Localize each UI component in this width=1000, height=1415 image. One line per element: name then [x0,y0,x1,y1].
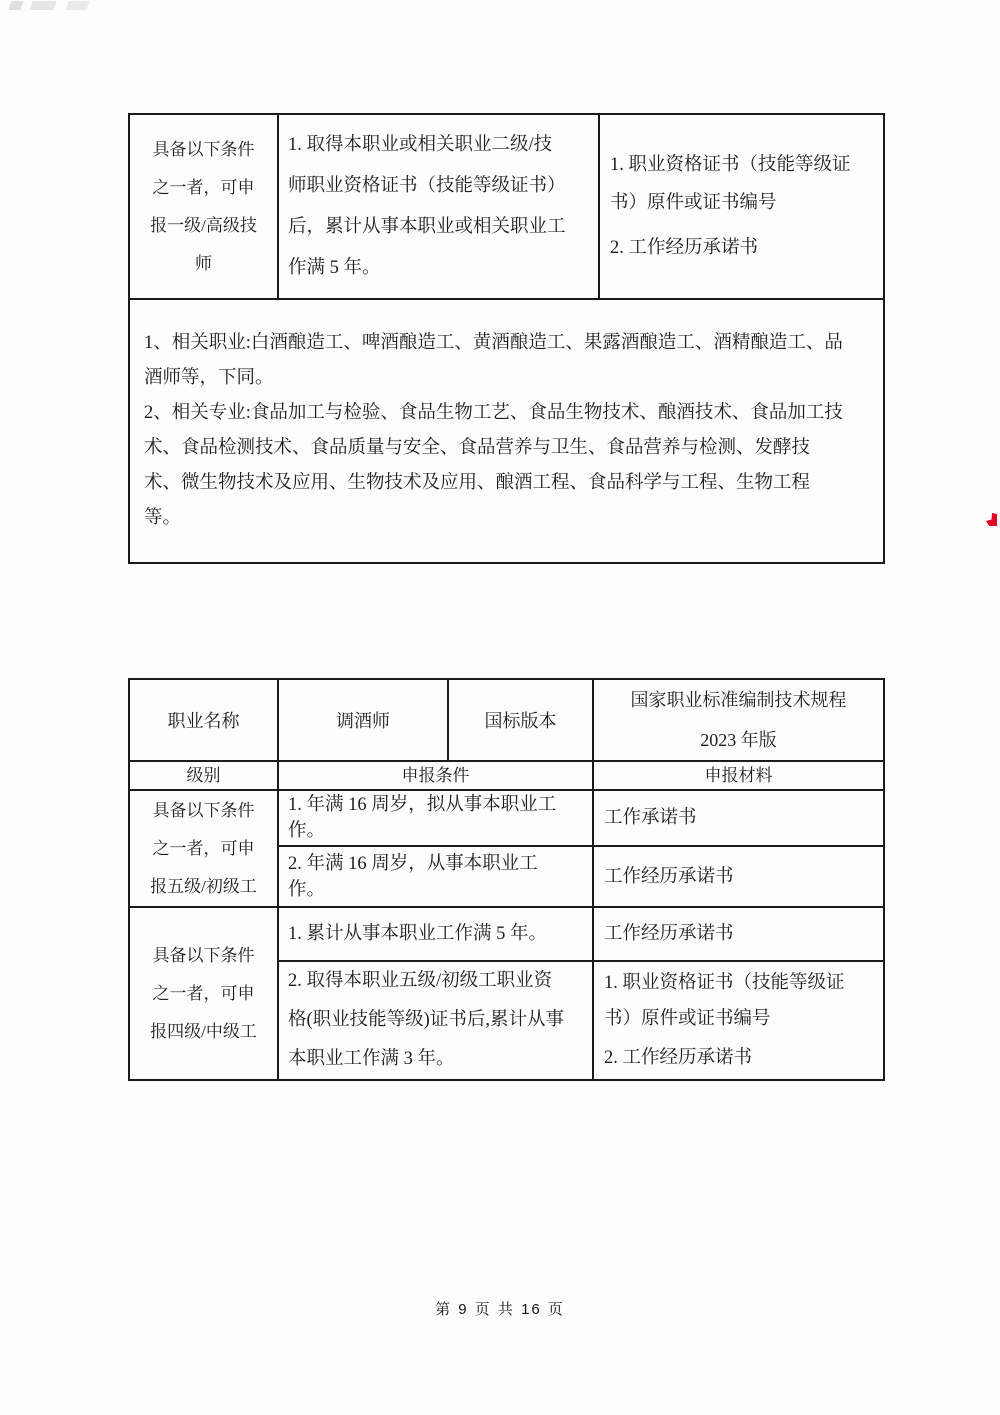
materials-cell [593,961,884,1080]
column-header-materials: 申报材料 [593,761,884,790]
note-related-majors: 2、相关专业:食品加工与检验、食品生物工艺、食品生物技术、酿酒技术、食品加工技术、食品检测技术、食品质量与安全、食品营养与卫生、食品营养与检测、发酵技术、微生物技术及应用、生物技术及应用、酿酒工程、食品科学与工程、生物工程等。 [144,403,843,528]
bartender-occupation-table [128,678,885,1081]
standard-version-line2: 2023 年版 [700,730,777,750]
table-header-row [129,679,884,761]
condition-text: 1. 年满 16 周岁，拟从事本职业工作。 [288,795,557,841]
notes-cell [129,299,884,563]
table-row [129,790,884,846]
table-row [129,114,884,299]
materials-cell [593,846,884,907]
condition-cell [278,907,593,961]
condition-cell [278,846,593,907]
table-subheader-row [129,761,884,790]
materials-cell [593,907,884,961]
occupation-name-label: 职业名称 [129,679,278,761]
material-item: 工作经历承诺书 [604,924,734,944]
note-related-occupations: 1、相关职业:白酒酿造工、啤酒酿造工、黄酒酿造工、果露酒酿造工、酒精酿造工、品酒师等，下同。 [144,333,843,388]
standard-version-label: 国标版本 [448,679,593,761]
red-ink-mark [986,513,997,526]
materials-cell [599,114,884,299]
notes-block [130,300,860,536]
standard-version-value [593,679,884,761]
scan-noise-artifact [8,1,161,10]
condition-text: 2. 取得本职业五级/初级工职业资格(职业技能等级)证书后,累计从事本职业工作满 3 年。 [288,971,564,1069]
material-item: 1. 职业资格证书（技能等级证书）原件或证书编号 [610,155,851,213]
condition-cell [278,114,599,299]
material-item: 2. 工作经历承诺书 [610,238,759,258]
level-text: 具备以下条件之一者，可申报一级/高级技师 [150,139,257,273]
materials-cell [593,790,884,846]
condition-text: 2. 年满 16 周岁，从事本职业工作。 [288,853,538,900]
material-item: 1. 职业资格证书（技能等级证书）原件或证书编号 [604,973,845,1029]
table-row [129,299,884,563]
occupation-name-value: 调酒师 [278,679,448,761]
level-cell-intermediate [129,907,278,1080]
level-text: 具备以下条件之一者，可申报四级/中级工 [150,945,257,1041]
senior-technician-table [128,113,885,564]
standard-version-line1: 国家职业标准编制技术规程 [630,690,847,710]
table-row [129,907,884,961]
column-header-level: 级别 [129,761,278,790]
level-text: 具备以下条件之一者，可申报五级/初级工 [150,800,257,896]
page-number-footer: 第 9 页 共 16 页 [435,1301,565,1318]
condition-text: 1. 取得本职业或相关职业二级/技师职业资格证书（技能等级证书）后，累计从事本职业或相关职业工作满 5 年。 [288,134,566,278]
column-header-conditions: 申报条件 [278,761,593,790]
condition-text: 1. 累计从事本职业工作满 5 年。 [288,924,548,944]
material-item: 2. 工作经历承诺书 [604,1048,753,1068]
level-cell [129,114,278,299]
condition-cell [278,790,593,846]
condition-cell [278,961,593,1080]
material-item: 工作承诺书 [604,808,697,828]
level-cell-junior [129,790,278,907]
material-item: 工作经历承诺书 [604,866,734,887]
